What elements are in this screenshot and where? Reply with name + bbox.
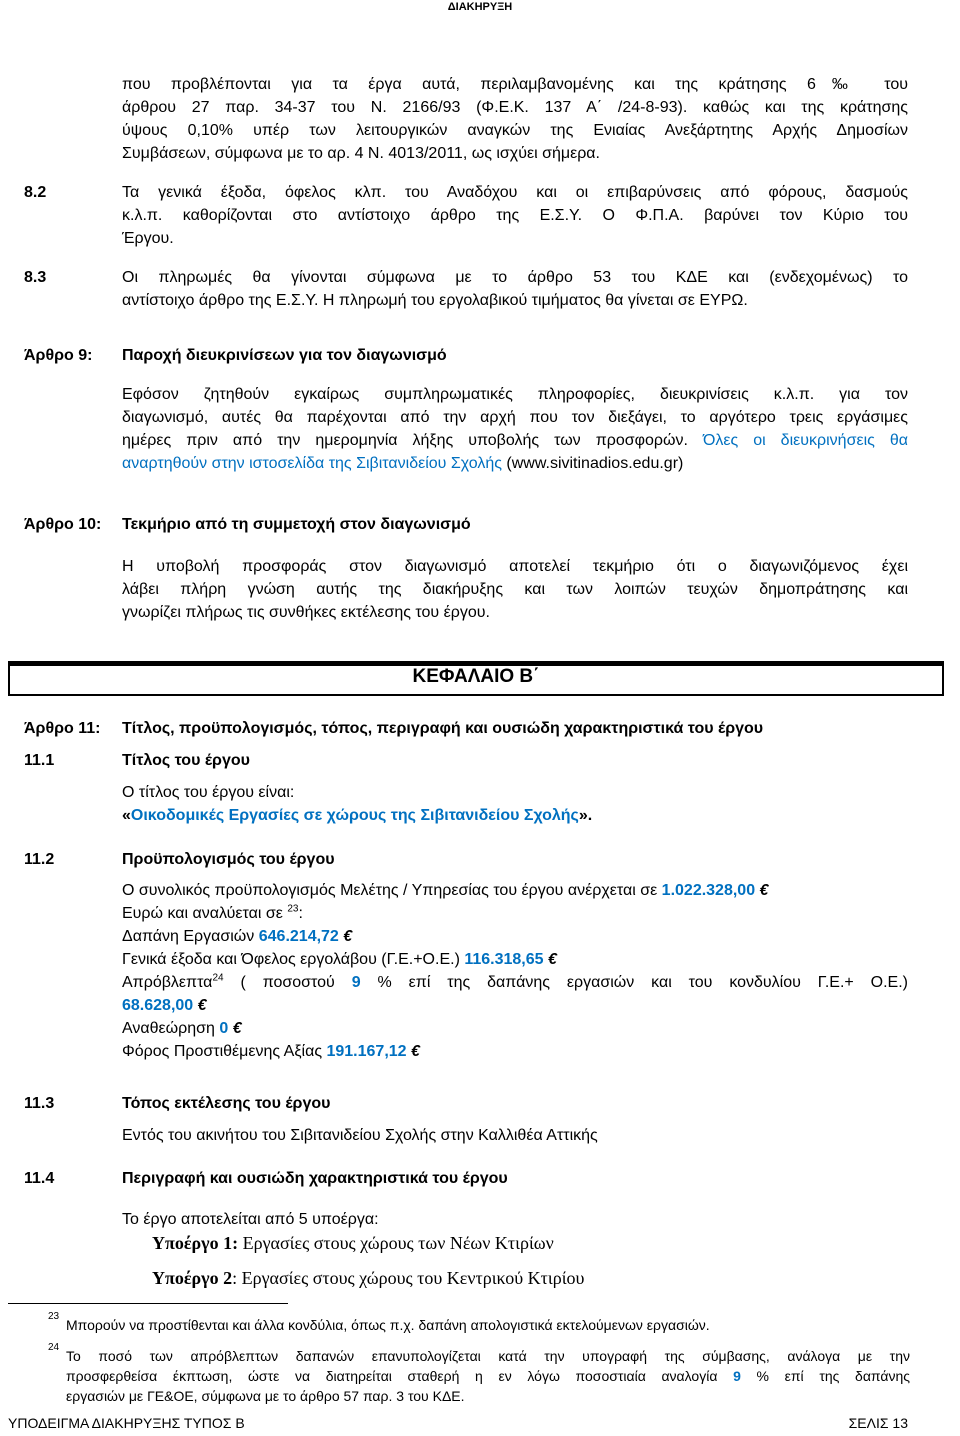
subsection-number: 11.3 [24, 1095, 55, 1112]
budget-item-label: Δαπάνη Εργασιών [122, 928, 255, 945]
section-text: Έργου. [122, 230, 174, 247]
article-label: Άρθρο 10: [24, 516, 102, 533]
budget-item-text: ( ποσοστού [240, 974, 335, 991]
article-text: Εφόσον ζητηθούν εγκαίρως συμπληρωματικές πληροφορίες, διευκρινίσεις κ.λ.π. για τον [122, 386, 908, 403]
euro-icon: € [548, 951, 557, 968]
article-text: λάβει πλήρη γνώση αυτής της διακήρυξης και των λοιπών τευχών δημοπράτησης και [122, 581, 908, 598]
budget-item [122, 926, 352, 948]
article-label: Άρθρο 9: [24, 347, 93, 364]
budget-item [122, 1041, 420, 1063]
footnote-number: 24 [48, 1342, 60, 1353]
subsection-title: Προϋπολογισμός του έργου [122, 851, 335, 868]
article-text-part: ημέρες πριν από την ημερομηνία λήξης υποβολής των προσφορών. [122, 432, 688, 449]
section-text: Τα γενικά έξοδα, όφελος κλπ. του Αναδόχου και οι επιβαρύνσεις από φόρους, δασμούς [122, 184, 908, 201]
budget-item-label: Αναθεώρηση [122, 1020, 215, 1037]
budget-breakdown-label: Ευρώ και αναλύεται σε [122, 905, 283, 922]
section-number: 8.3 [24, 269, 47, 286]
article-title: Τίτλος, προϋπολογισμός, τόπος, περιγραφή και ουσιώδη χαρακτηριστικά του έργου [122, 720, 764, 737]
footnote-text-part: προσφερθείσα έκπτωση, ώστε να διατηρείται σταθερή η εν λόγω ποσοστιαία αναλογία [66, 1368, 718, 1384]
budget-item-label: Απρόβλεπτα [122, 974, 213, 991]
subsection-title: Περιγραφή και ουσιώδη χαρακτηριστικά του έργου [122, 1170, 508, 1187]
project-name: Οικοδομικές Εργασίες σε χώρους της Σιβιτανιδείου Σχολής [130, 807, 579, 824]
article-text: διαγωνισμό, αυτές θα παρέχονται από την αρχή που τον διεξάγει, το αργότερο τρεις εργάσιμες [122, 409, 908, 426]
footnote-ref[interactable]: 23 [287, 903, 299, 915]
subsection-text: Εντός του ακινήτου του Σιβιτανιδείου Σχολής στην Καλλιθέα Αττικής [122, 1127, 598, 1144]
announcement-note: αναρτηθούν στην ιστοσελίδα της Σιβιτανιδείου Σχολής [122, 455, 502, 472]
intro-line: άρθρου 27 παρ. 34-37 του Ν. 2166/93 (Φ.Ε.Κ. 137 Α΄ /24-8-93). καθώς και της κράτησης [122, 99, 908, 116]
footnote-text: εργασιών με ΓΕ&ΟΕ, σύμφωνα με το άρθρο 57 παρ. 3 του ΚΔΕ. [66, 1388, 465, 1404]
budget-item [122, 995, 207, 1017]
budget-breakdown-intro [122, 903, 303, 925]
euro-icon: € [759, 882, 769, 899]
subsection-text: Το έργο αποτελείται από 5 υποέργα: [122, 1211, 379, 1228]
subproject-item [152, 1231, 554, 1255]
article-text: γνωρίζει πλήρως τις συνθήκες εκτέλεσης του έργου. [122, 604, 490, 621]
footnote-text-part: % επί της δαπάνης [756, 1368, 911, 1384]
subproject-label: Υποέργο 2 [152, 1268, 233, 1288]
subsection-number: 11.1 [24, 752, 55, 769]
quote-mark: ». [578, 807, 593, 824]
project-title [122, 805, 592, 827]
euro-icon: € [232, 1020, 242, 1037]
subproject-item [152, 1266, 584, 1290]
percentage-value: 9 [351, 974, 361, 991]
budget-item-text: % επί της δαπάνης εργασιών και του κονδυλίου Γ.Ε.+ Ο.Ε.) [377, 974, 908, 991]
announcement-note: Όλες οι διευκρινήσεις θα [702, 432, 909, 449]
budget-item [122, 949, 557, 971]
euro-icon: € [343, 928, 353, 945]
euro-icon: € [197, 997, 207, 1014]
footer-page-number: ΣΕΛΙΣ 13 [848, 1415, 908, 1431]
article-title: Τεκμήριο από τη συμμετοχή στον διαγωνισμό [122, 516, 471, 533]
article-label: Άρθρο 11: [24, 720, 101, 737]
quote-mark: « [122, 807, 131, 824]
budget-item-value: 0 [219, 1020, 229, 1037]
budget-item-value: 646.214,72 [258, 928, 339, 945]
subproject-text: : Εργασίες στους χώρους του Κεντρικού Κτιρίου [232, 1268, 585, 1288]
budget-total-label: Ο συνολικός προϋπολογισμός Μελέτης / Υπηρεσίας του έργου ανέρχεται σε [122, 882, 658, 899]
section-text: αντίστοιχο άρθρο της Ε.Σ.Υ. Η πληρωμή του εργολαβικού τιμήματος θα γίνεται σε ΕΥΡΩ. [122, 292, 748, 309]
section-number: 8.2 [24, 184, 47, 201]
intro-line: που προβλέπονται για τα έργα αυτά, περιλαμβανομένης και της κράτησης 6‰ του [122, 76, 908, 93]
article-text [122, 430, 908, 452]
article-title: Παροχή διευκρινίσεων για τον διαγωνισμό [122, 347, 447, 364]
budget-item [122, 972, 908, 994]
budget-item-label: Φόρος Προστιθέμενης Αξίας [122, 1043, 323, 1060]
footnote-separator [8, 1303, 288, 1304]
page-header: ΔΙΑΚΗΡΥΞΗ [447, 1, 513, 13]
chapter-title: ΚΕΦΑΛΑΙΟ Β΄ [412, 666, 540, 687]
subsection-number: 11.4 [24, 1170, 55, 1187]
subproject-label: Υποέργο 1: [152, 1233, 239, 1253]
footnote-text: Μπορούν να προστίθενται και άλλα κονδύλια, όπως π.χ. δαπάνη απολογιστικά εκτελούμενων εργασιών. [66, 1317, 710, 1333]
intro-line: ύψους 0,10% υπέρ των λειτουργικών αναγκών της Ενιαίας Ανεξάρτητης Αρχής Δημοσίων [122, 122, 908, 139]
footnote-number: 23 [48, 1311, 60, 1322]
budget-total-value: 1.022.328,00 [661, 882, 756, 899]
euro-icon: € [411, 1043, 420, 1060]
percentage-value: 9 [733, 1368, 741, 1384]
footnote-ref[interactable]: 24 [212, 972, 224, 984]
footer-left: ΥΠΟΔΕΙΓΜΑ ΔΙΑΚΗΡΥΞΗΣ ΤΥΠΟΣ Β [8, 1415, 245, 1431]
section-text: κ.λ.π. καθορίζονται στο αντίστοιχο άρθρο της Ε.Σ.Υ. Ο Φ.Π.Α. βαρύνει τον Κύριο του [122, 207, 908, 224]
website-link[interactable]: (www.sivitinadios.edu.gr) [506, 455, 684, 472]
budget-item-value: 68.628,00 [122, 997, 194, 1014]
budget-item-value: 116.318,65 [464, 951, 544, 968]
subsection-title: Τόπος εκτέλεσης του έργου [122, 1095, 331, 1112]
budget-item [122, 1018, 242, 1040]
footnote-text [66, 1366, 910, 1386]
section-text: Οι πληρωμές θα γίνονται σύμφωνα με το άρθρο 53 του ΚΔΕ και (ενδεχομένως) το [122, 269, 908, 286]
budget-item-label: Γενικά έξοδα και Όφελος εργολάβου (Γ.Ε.+Ο.Ε.) [122, 951, 460, 968]
subsection-text: Ο τίτλος του έργου είναι: [122, 784, 295, 801]
intro-line: Συμβάσεων, σύμφωνα με το αρ. 4 Ν. 4013/2011, ως ισχύει σήμερα. [122, 145, 600, 162]
footnote-text: Το ποσό των απρόβλεπτων δαπανών επανυπολογίζεται κατά την υπογραφή της σύμβασης, ανάλογα με την [66, 1348, 910, 1364]
subproject-text: Εργασίες στους χώρους των Νέων Κτιρίων [242, 1233, 554, 1253]
budget-item-value: 191.167,12 [326, 1043, 407, 1060]
budget-total-line [122, 880, 768, 902]
article-text: Η υποβολή προσφοράς στον διαγωνισμό αποτελεί τεκμήριο ότι ο διαγωνιζόμενος έχει [122, 558, 908, 575]
colon: : [298, 905, 303, 922]
article-text [122, 453, 683, 475]
subsection-number: 11.2 [24, 851, 55, 868]
subsection-title: Τίτλος του έργου [122, 752, 250, 769]
